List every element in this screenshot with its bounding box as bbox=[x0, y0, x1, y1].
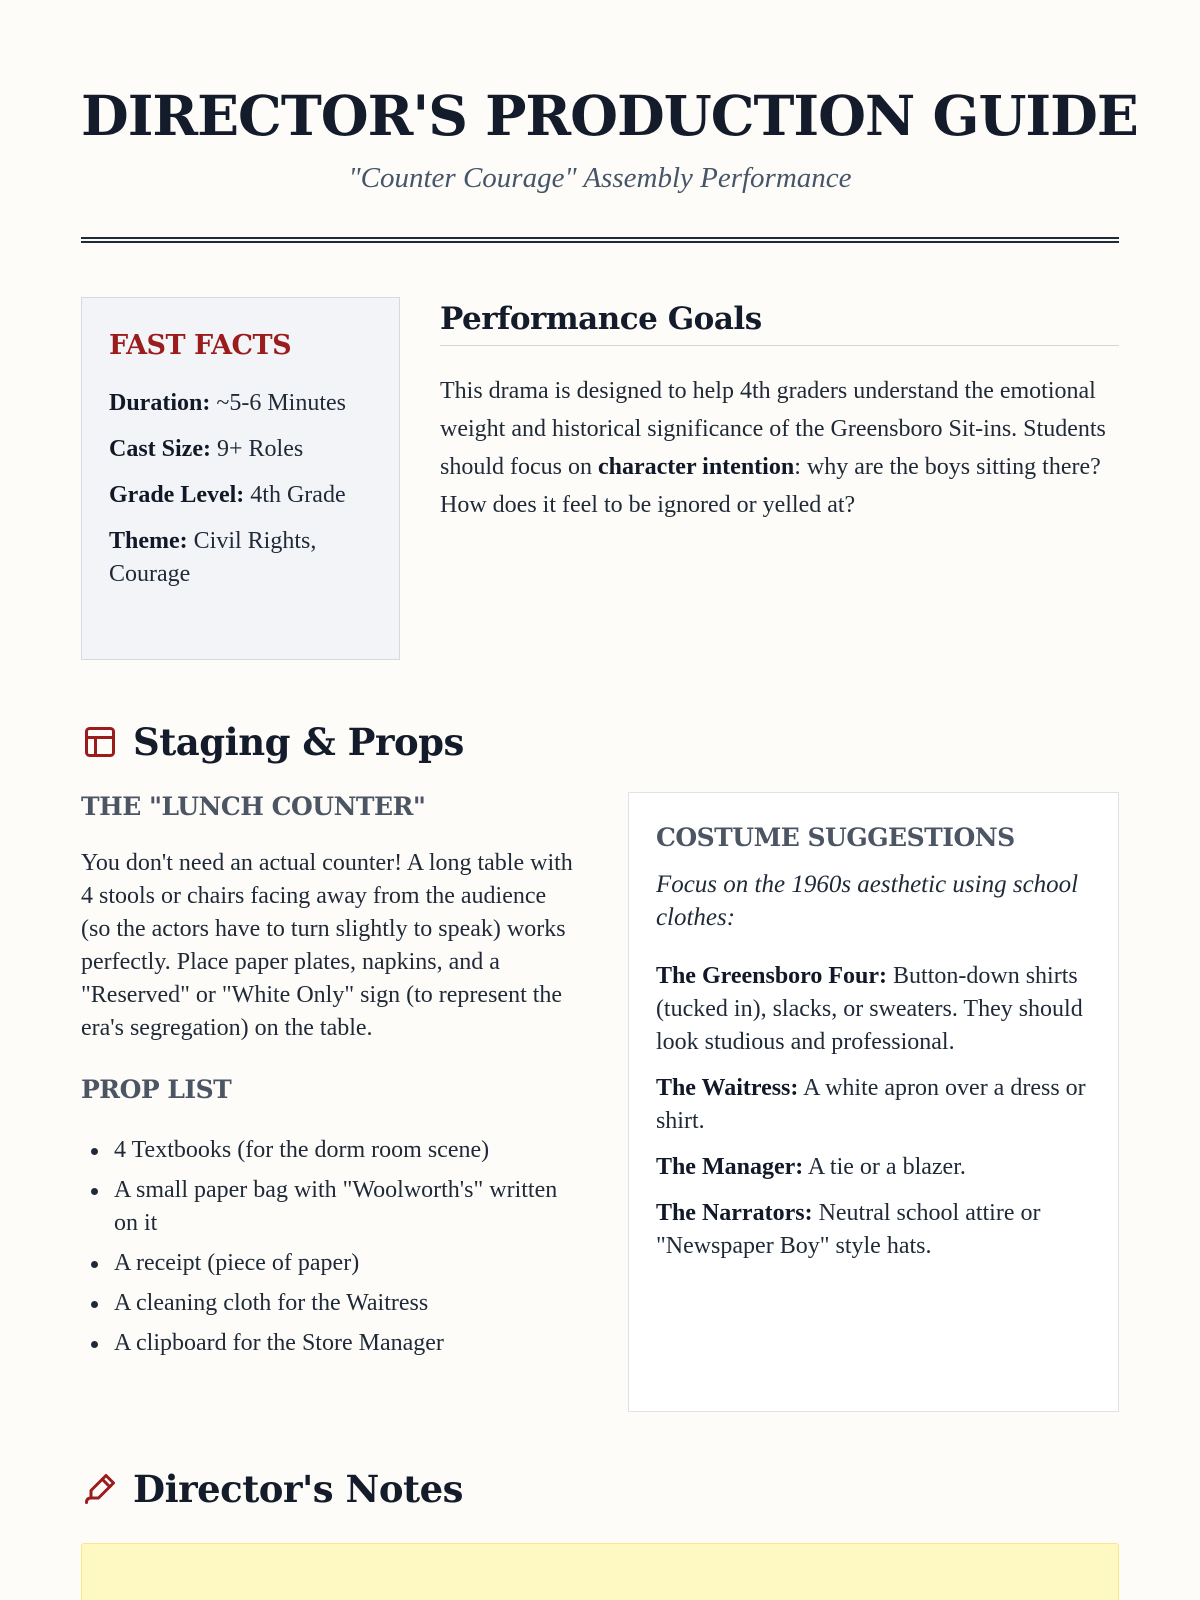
costume-description: A tie or a blazer. bbox=[803, 1154, 966, 1180]
goals-text-part: : why are the boys sitting there? How does it feel to be ignored or yelled at? bbox=[440, 454, 1101, 518]
list-item: A receipt (piece of paper) bbox=[81, 1247, 575, 1280]
fact-label: Theme: bbox=[109, 528, 188, 554]
fact-label: Grade Level: bbox=[109, 482, 245, 508]
costume-role: The Greensboro Four: bbox=[655, 963, 888, 989]
performance-goals-heading: Performance Goals bbox=[440, 297, 1119, 346]
fact-label: Duration: bbox=[109, 390, 211, 416]
header-divider bbox=[81, 237, 1119, 243]
lunch-counter-text: You don't need an actual counter! A long table with 4 stools or chairs facing away from the audience (so the actors have to turn slightly to speak) works perfectly. Place paper plates, napkins, and a "Reserved" or "White Only" sign (to represent the era's segregation) on the table. bbox=[81, 850, 573, 1041]
list-item: 4 Textbooks (for the dorm room scene) bbox=[81, 1134, 575, 1167]
costume-suggestions-box bbox=[628, 792, 1119, 1412]
costume-role: The Waitress: bbox=[655, 1075, 799, 1101]
prop-list bbox=[81, 1134, 575, 1360]
costume-description: A white apron over a dress or shirt. bbox=[655, 1075, 1086, 1134]
fact-cast-size bbox=[109, 433, 373, 466]
staging-row bbox=[81, 792, 1119, 1412]
costume-items bbox=[656, 960, 1092, 1263]
prop-list-heading: PROP LIST bbox=[81, 1075, 232, 1104]
directors-notes-heading bbox=[81, 1467, 1119, 1511]
staging-details bbox=[81, 792, 575, 1412]
page-subtitle: "Counter Courage" Assembly Performance bbox=[348, 162, 852, 194]
performance-goals bbox=[440, 297, 1119, 660]
fact-value: ~5-6 Minutes bbox=[210, 390, 346, 416]
goals-text-part: This drama is designed to help 4th graders understand the emotional weight and historical significance of the Greensboro Sit-ins. Students should focus on bbox=[440, 378, 1106, 480]
costume-role: The Narrators: bbox=[655, 1200, 813, 1226]
fact-label: Cast Size: bbox=[109, 436, 211, 462]
notes-heading-text: Director's Notes bbox=[133, 1467, 463, 1511]
fact-duration bbox=[109, 387, 373, 420]
overview-row bbox=[81, 297, 1119, 660]
staging-section-heading bbox=[81, 720, 1119, 764]
fact-value: 9+ Roles bbox=[210, 436, 304, 462]
costume-description: Neutral school attire or "Newspaper Boy" style hats. bbox=[655, 1200, 1041, 1259]
costume-role: The Manager: bbox=[655, 1154, 804, 1180]
pen-icon bbox=[81, 1470, 119, 1508]
fact-theme bbox=[109, 525, 373, 591]
goals-text-emphasis: character intention bbox=[598, 454, 795, 480]
fast-facts-heading: FAST FACTS bbox=[109, 330, 292, 361]
fact-value: 4th Grade bbox=[244, 482, 346, 508]
list-item: A clipboard for the Store Manager bbox=[81, 1327, 575, 1360]
list-item: A cleaning cloth for the Waitress bbox=[81, 1287, 575, 1320]
costume-item bbox=[656, 1197, 1092, 1263]
performance-goals-text bbox=[440, 372, 1119, 524]
list-item: A small paper bag with "Woolworth's" written on it bbox=[81, 1174, 575, 1240]
costume-item bbox=[656, 960, 1092, 1059]
page-title: DIRECTOR'S PRODUCTION GUIDE bbox=[81, 83, 1138, 148]
costume-intro: Focus on the 1960s aesthetic using school clothes: bbox=[655, 871, 1079, 931]
fact-grade-level bbox=[109, 479, 373, 512]
costume-item bbox=[656, 1072, 1092, 1138]
costume-heading: COSTUME SUGGESTIONS bbox=[655, 823, 1015, 852]
fast-facts-box bbox=[81, 297, 400, 660]
costume-description: Button-down shirts (tucked in), slacks, or sweaters. They should look studious and professional. bbox=[655, 963, 1083, 1055]
costume-item bbox=[656, 1151, 1092, 1184]
layout-icon bbox=[81, 723, 119, 761]
staging-heading-text: Staging & Props bbox=[133, 720, 464, 764]
directors-notes-box bbox=[81, 1543, 1119, 1600]
lunch-counter-heading: THE "LUNCH COUNTER" bbox=[81, 792, 426, 821]
fact-value: Civil Rights, Courage bbox=[109, 528, 317, 587]
